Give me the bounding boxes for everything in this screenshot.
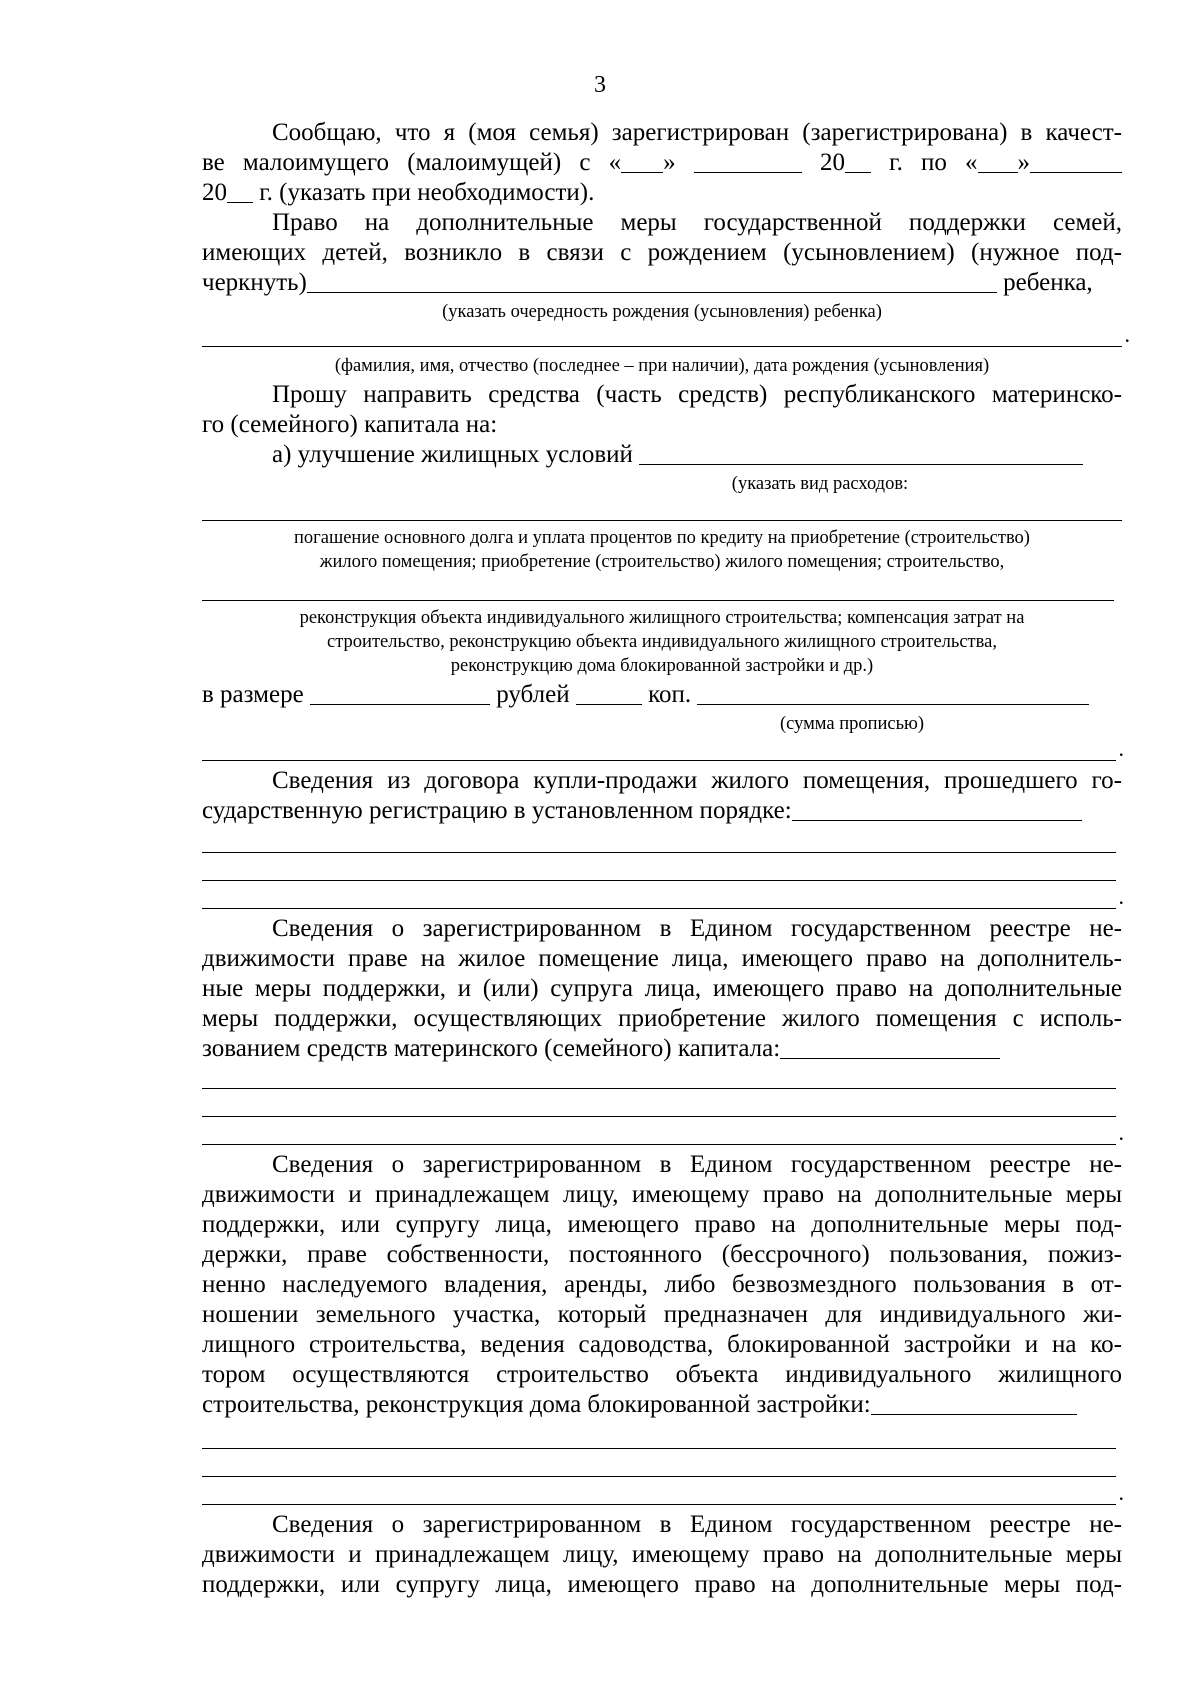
blank-field[interactable] <box>307 270 997 293</box>
text-line: ные меры поддержки, и (или) супруга лица, имеющего право на дополнительные <box>202 975 1122 1002</box>
blank-line[interactable] <box>202 1448 1116 1449</box>
blank-line[interactable] <box>202 346 1122 347</box>
text-line: движимости и принадлежащем лицу, имеющему право на дополнительные меры <box>202 1541 1122 1568</box>
blank-line[interactable] <box>202 880 1116 881</box>
text-line: движимости праве на жилое помещение лица, имеющего право на дополнитель- <box>202 945 1122 972</box>
text-line: ненно наследуемого владения, аренды, либо безвозмездного пользования в от- <box>202 1271 1122 1298</box>
blank-field[interactable] <box>1030 150 1122 173</box>
field-caption: (указать очередность рождения (усыновления) ребенка) <box>442 302 882 322</box>
blank-field[interactable] <box>310 682 490 705</box>
field-caption: погашение основного долга и уплата процентов по кредиту на приобретение (строительство) <box>294 528 1030 548</box>
blank-line[interactable] <box>202 1116 1116 1117</box>
blank-line[interactable] <box>202 1504 1116 1505</box>
blank-field[interactable] <box>780 1036 1000 1059</box>
blank-line[interactable] <box>202 1144 1116 1145</box>
blank-field[interactable] <box>694 150 802 173</box>
field-caption: (фамилия, имя, отчество (последнее – при наличии), дата рождения (усыновления) <box>334 356 990 376</box>
text-line: Прошу направить средства (часть средств) республиканского материнско- <box>272 381 1122 408</box>
blank-field[interactable] <box>576 682 642 705</box>
blank-line[interactable] <box>202 1088 1116 1089</box>
blank-field[interactable] <box>697 682 1089 705</box>
blank-field[interactable] <box>639 442 1083 465</box>
blank-line[interactable] <box>202 520 1122 521</box>
text-line: го (семейного) капитала на: <box>202 411 498 438</box>
blank-field[interactable] <box>871 1392 1077 1415</box>
text-line: Сведения о зарегистрированном в Едином государственном реестре не- <box>272 915 1122 942</box>
text-line: 20 г. (указать при необходимости). <box>202 179 595 206</box>
text-line: Сведения о зарегистрированном в Едином государственном реестре не- <box>272 1511 1122 1538</box>
page-number: 3 <box>594 72 606 98</box>
text-line: ношении земельного участка, который предназначен для индивидуального жи- <box>202 1301 1122 1328</box>
text-line: а) улучшение жилищных условий <box>272 440 1122 470</box>
blank-field[interactable] <box>845 150 871 173</box>
field-caption: (указать вид расходов: <box>731 474 909 494</box>
text-line: поддержки, или супругу лица, имеющего право на дополнительные меры под- <box>202 1571 1122 1598</box>
text-line: имеющих детей, возникло в связи с рождением (усыновлением) (нужное под- <box>202 239 1122 266</box>
blank-field[interactable] <box>621 150 663 173</box>
blank-field[interactable] <box>978 150 1018 173</box>
text-line: движимости и принадлежащем лицу, имеющему право на дополнительные меры <box>202 1181 1122 1208</box>
text-line: ве малоимущего (малоимущей) с « » 20 г. по « » <box>202 148 1122 178</box>
text-line: Сообщаю, что я (моя семья) зарегистрирован (зарегистрирована) в качест- <box>272 119 1122 146</box>
field-caption: реконструкцию дома блокированной застройки и др.) <box>450 656 874 676</box>
text-line: тором осуществляются строительство объекта индивидуального жилищного <box>202 1361 1122 1388</box>
text-line: держки, праве собственности, постоянного (бессрочного) пользования, пожиз- <box>202 1241 1122 1268</box>
blank-line[interactable] <box>202 908 1116 909</box>
blank-field[interactable] <box>792 798 1082 821</box>
text-line: Сведения о зарегистрированном в Едином государственном реестре не- <box>272 1151 1122 1178</box>
blank-field[interactable] <box>227 180 253 203</box>
text-line: зованием средств материнского (семейного) капитала: <box>202 1034 1122 1064</box>
text-line: поддержки, или супругу лица, имеющего право на дополнительные меры под- <box>202 1211 1122 1238</box>
text-line: в размере рублей коп. <box>202 680 1122 710</box>
field-caption: строительство, реконструкцию объекта индивидуального жилищного строительства, <box>327 632 997 652</box>
blank-line[interactable] <box>202 600 1114 601</box>
field-caption: жилого помещения; приобретение (строительство) жилого помещения; строительство, <box>319 552 1005 572</box>
blank-line[interactable] <box>202 760 1116 761</box>
text-line: меры поддержки, осуществляющих приобретение жилого помещения с исполь- <box>202 1005 1122 1032</box>
text-line: строительства, реконструкция дома блокированной застройки: <box>202 1390 1122 1420</box>
text-line: Сведения из договора купли-продажи жилого помещения, прошедшего го- <box>272 767 1122 794</box>
blank-line[interactable] <box>202 852 1116 853</box>
text-line: сударственную регистрацию в установленном порядке: <box>202 796 1122 826</box>
text-line: черкнуть) ребенка, <box>202 269 1093 296</box>
field-caption: реконструкция объекта индивидуального жилищного строительства; компенсация затрат на <box>299 608 1025 628</box>
field-caption: (сумма прописью) <box>779 714 925 734</box>
text-line: лищного строительства, ведения садоводства, блокированной застройки и на ко- <box>202 1331 1122 1358</box>
blank-line[interactable] <box>202 1476 1116 1477</box>
text-line: Право на дополнительные меры государственной поддержки семей, <box>272 209 1122 236</box>
